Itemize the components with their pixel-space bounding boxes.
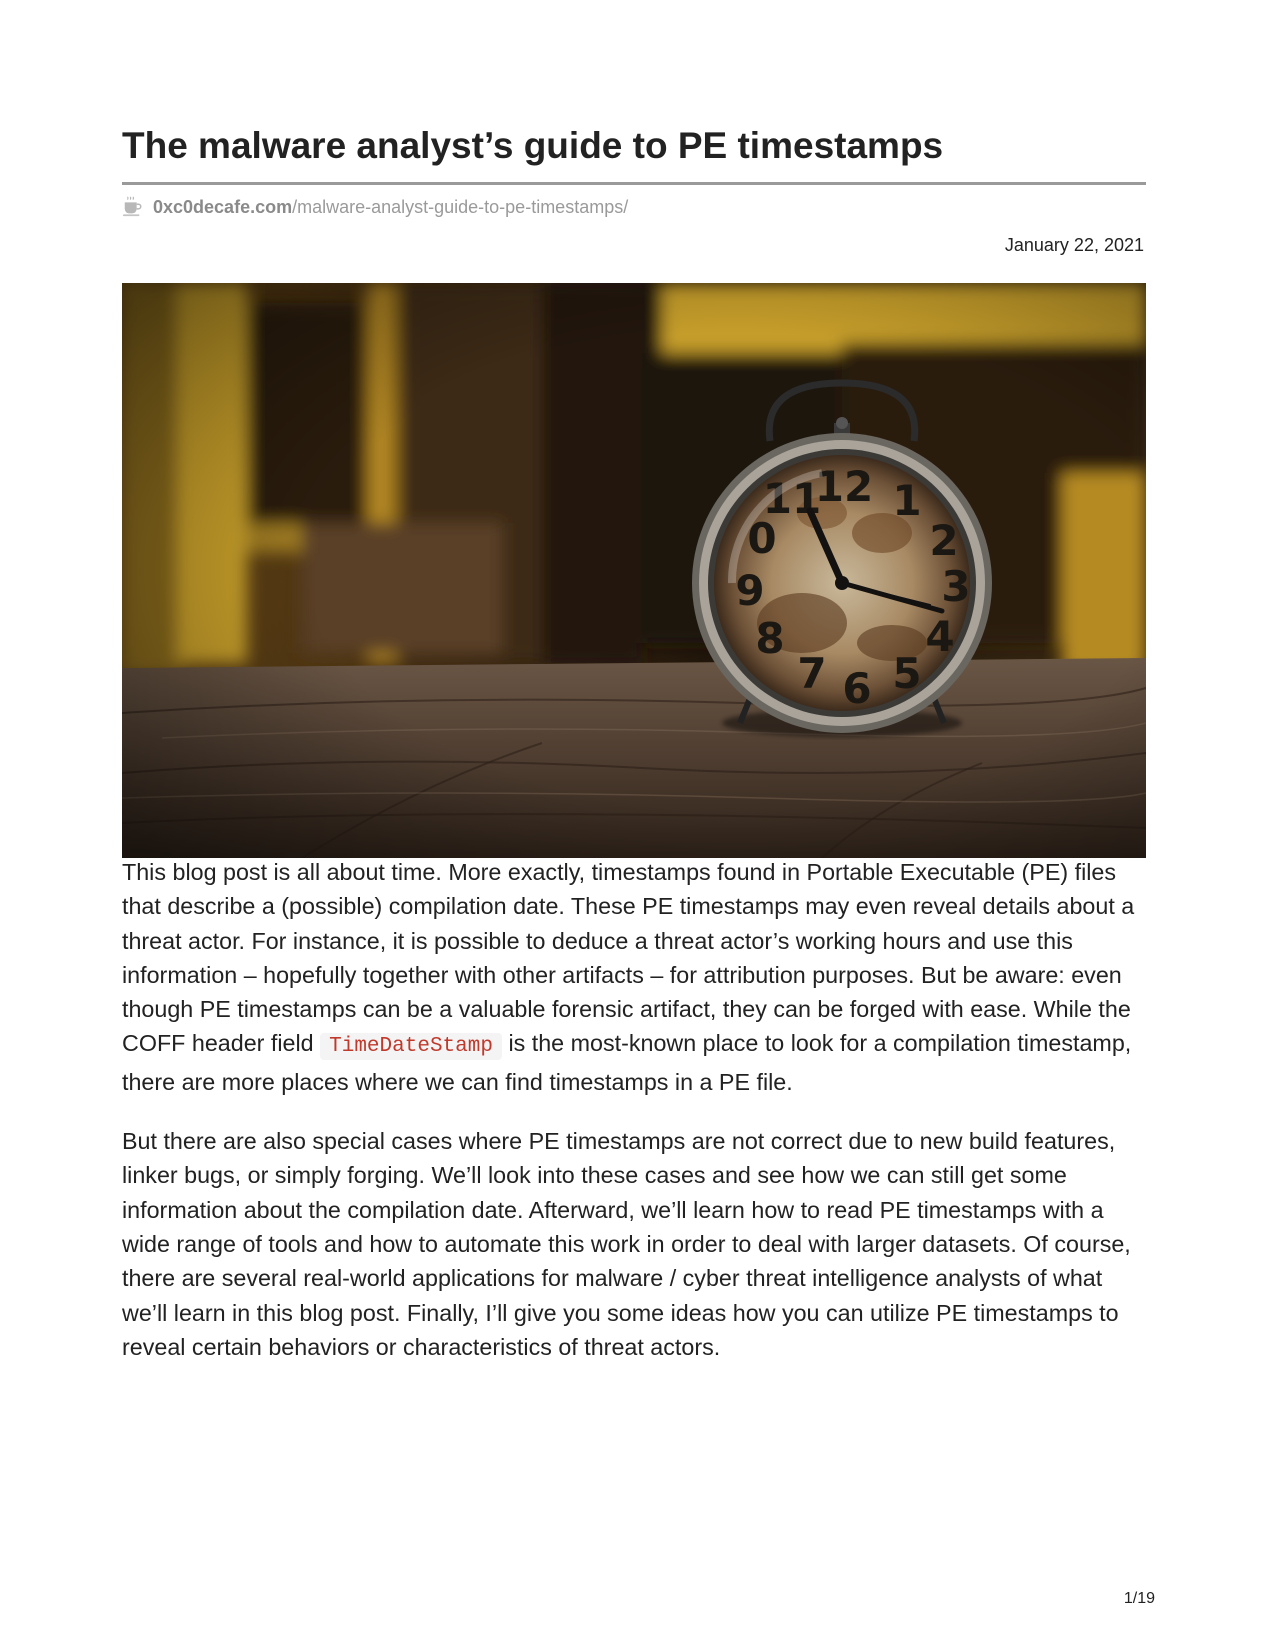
second-paragraph: But there are also special cases where PE timestamps are not correct due to new build features, linker bugs, or simply forging. We’ll look into these cases and see how we can still get some information about the compilation date. Afterward, we’ll learn how to read PE timestamps with a wide range of tools and how to automate this work in order to deal with larger datasets. Of course, there are several real-world applications for malware / cyber threat intelligence analysts of what we’ll learn in this blog post. Finally, I’ll give you some ideas how you can utilize PE timestamps to reveal certain behaviors or characteristics of threat actors.: [122, 1128, 1131, 1360]
intro-text-end: is the most-known place to look for a compilation timestamp, there are more places where we can find timestamps in a PE file.: [122, 1030, 1132, 1095]
title-divider: [122, 182, 1146, 185]
alarm-clock-image: [122, 283, 1146, 858]
publish-date: January 22, 2021: [1004, 235, 1144, 255]
source-link[interactable]: [122, 194, 628, 220]
inline-code: TimeDateStamp: [320, 1033, 502, 1060]
page-title: The malware analyst’s guide to PE timestamps: [122, 125, 944, 166]
intro-paragraph: [122, 855, 1146, 1099]
coffee-cup-icon: [122, 196, 144, 218]
intro-text-start: This blog post is all about time. More exactly, timestamps found in Portable Executable (PE) files that describe a (possible) compilation date. These PE timestamps may even reveal details about a threat actor. For instance, it is possible to deduce a threat actor’s working hours and use this information – hopefully together with other artifacts – for attribution purposes. But be aware: even though PE timestamps can be a valuable forensic artifact, they can be forged with ease. While the COFF header field: [122, 859, 1135, 1057]
article-body: [122, 855, 1146, 1389]
source-path: /malware-analyst-guide-to-pe-timestamps/: [292, 196, 629, 217]
source-domain: 0xc0decafe.com: [153, 196, 293, 217]
hero-image: [122, 283, 1146, 858]
page-number: 1/19: [1123, 1590, 1155, 1607]
